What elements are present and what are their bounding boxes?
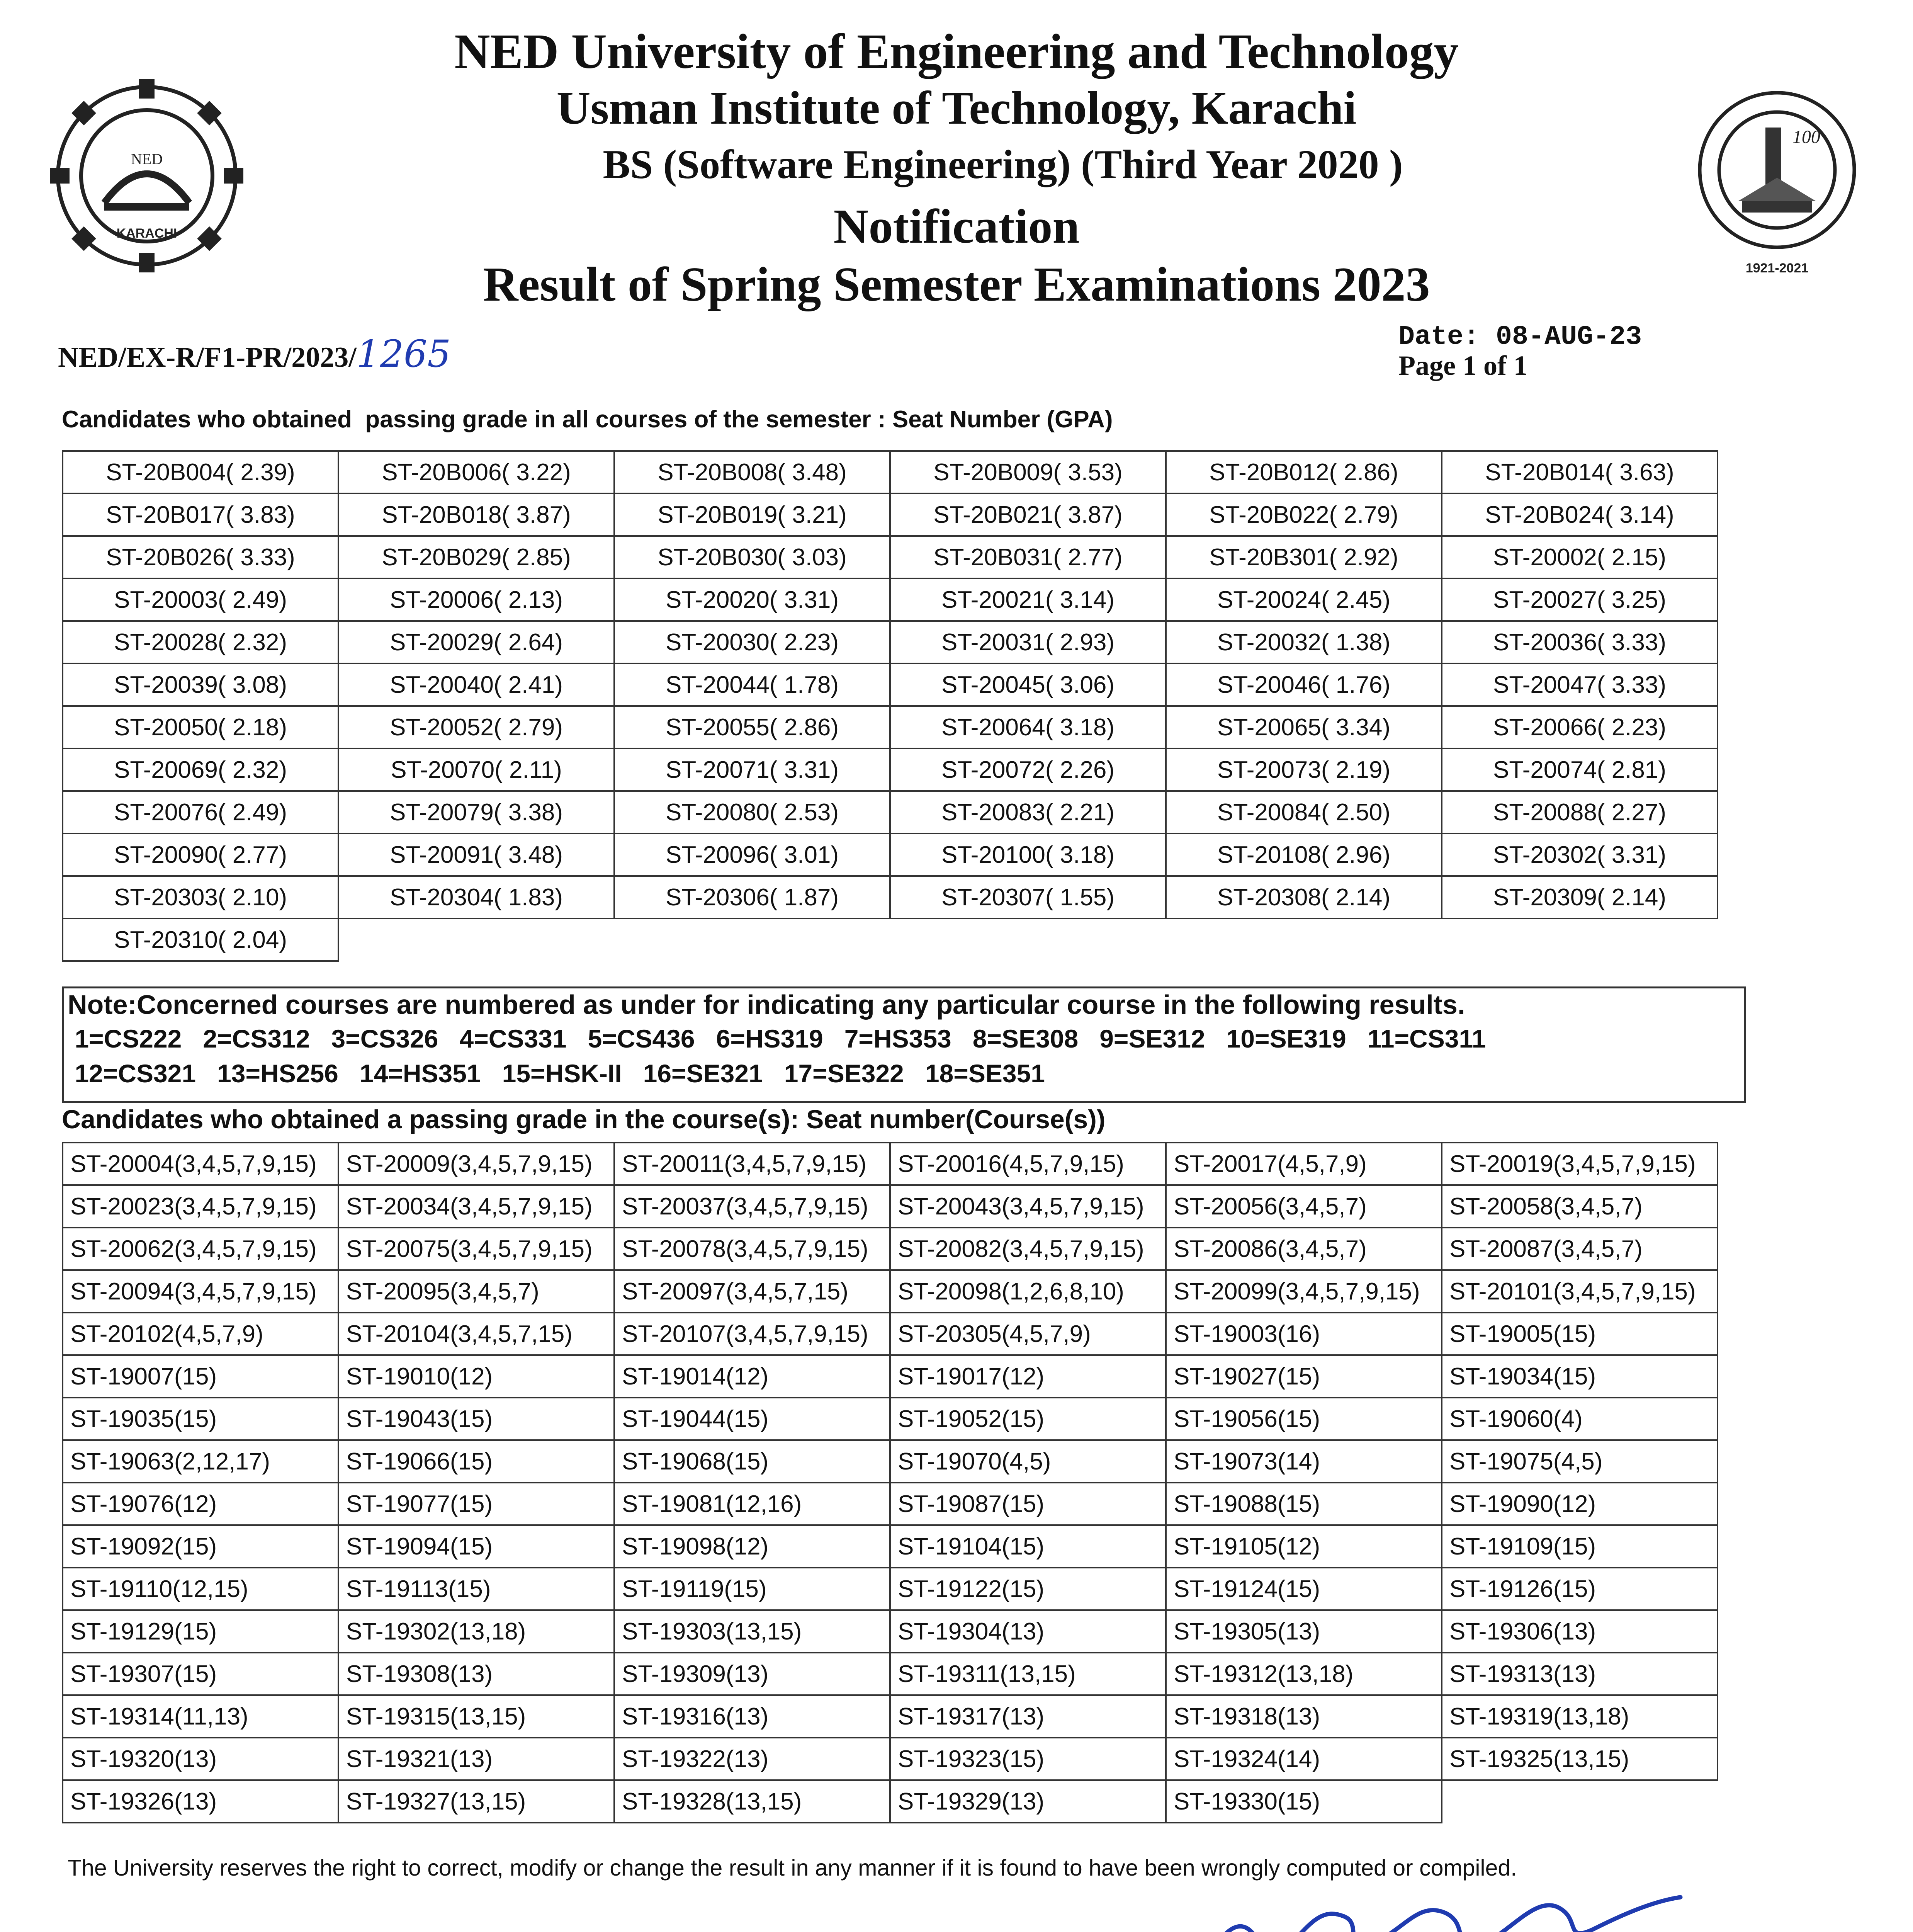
- table-cell: ST-20098(1,2,6,8,10): [890, 1270, 1166, 1313]
- right-logo-badge: 100: [1792, 127, 1820, 147]
- table-cell: ST-19327(13,15): [338, 1780, 614, 1823]
- table-cell: ST-20101(3,4,5,7,9,15): [1442, 1270, 1718, 1313]
- table-cell: ST-20006( 2.13): [338, 578, 614, 621]
- table-row: [63, 451, 1718, 493]
- left-logo-caption-bottom: KARACHI: [116, 226, 177, 241]
- table-cell: ST-19305(13): [1166, 1610, 1442, 1653]
- table-row: [63, 1440, 1718, 1483]
- table-cell: ST-19324(14): [1166, 1738, 1442, 1780]
- table-cell: ST-19003(16): [1166, 1313, 1442, 1355]
- course-code-note: [62, 986, 1746, 1103]
- table-cell: ST-20309( 2.14): [1442, 876, 1718, 918]
- table-row: [63, 833, 1718, 876]
- table-row: [63, 1568, 1718, 1610]
- table-cell: ST-20019(3,4,5,7,9,15): [1442, 1143, 1718, 1185]
- table-cell: ST-19316(13): [614, 1695, 890, 1738]
- table-cell: ST-20305(4,5,7,9): [890, 1313, 1166, 1355]
- table-row: [63, 748, 1718, 791]
- table-cell: ST-20104(3,4,5,7,15): [338, 1313, 614, 1355]
- table-cell: ST-20023(3,4,5,7,9,15): [63, 1185, 338, 1228]
- table-cell: ST-20002( 2.15): [1442, 536, 1718, 578]
- table-cell: ST-19323(15): [890, 1738, 1166, 1780]
- table-cell: ST-20B301( 2.92): [1166, 536, 1442, 578]
- course-results-table: [62, 1142, 1718, 1823]
- table-cell: ST-19315(13,15): [338, 1695, 614, 1738]
- table-row: [63, 1610, 1718, 1653]
- table-cell: ST-19302(13,18): [338, 1610, 614, 1653]
- table-cell: ST-19010(12): [338, 1355, 614, 1398]
- right-logo-years: 1921-2021: [1745, 261, 1809, 276]
- table-cell: ST-19308(13): [338, 1653, 614, 1695]
- table-cell: ST-19110(12,15): [63, 1568, 338, 1610]
- table-cell: ST-19014(12): [614, 1355, 890, 1398]
- table-cell: ST-19005(15): [1442, 1313, 1718, 1355]
- table-cell: ST-20302( 3.31): [1442, 833, 1718, 876]
- issue-date: [1398, 320, 1642, 352]
- table-cell: ST-19081(12,16): [614, 1483, 890, 1525]
- table-cell: ST-20064( 3.18): [890, 706, 1166, 748]
- table-cell: ST-20310( 2.04): [63, 918, 338, 961]
- table-cell: ST-20069( 2.32): [63, 748, 338, 791]
- disclaimer-text: The University reserves the right to correct, modify or change the result in any manner if it is found to have been wrongly computed or compiled.: [68, 1855, 1517, 1881]
- table-cell: ST-19119(15): [614, 1568, 890, 1610]
- table-cell: ST-20107(3,4,5,7,9,15): [614, 1313, 890, 1355]
- table-cell: ST-20024( 2.45): [1166, 578, 1442, 621]
- table-cell: ST-20034(3,4,5,7,9,15): [338, 1185, 614, 1228]
- table-cell: ST-19027(15): [1166, 1355, 1442, 1398]
- table-cell: ST-19034(15): [1442, 1355, 1718, 1398]
- table-cell: ST-20094(3,4,5,7,9,15): [63, 1270, 338, 1313]
- reference-number: [58, 332, 451, 376]
- table-cell: ST-19104(15): [890, 1525, 1166, 1568]
- table-cell: ST-20045( 3.06): [890, 663, 1166, 706]
- table-row: [63, 536, 1718, 578]
- table-cell: ST-20037(3,4,5,7,9,15): [614, 1185, 890, 1228]
- table-cell: ST-20003( 2.49): [63, 578, 338, 621]
- note-line-2: 1=CS222 2=CS312 3=CS326 4=CS331 5=CS436 6=HS319 7=HS353 8=SE308 9=SE312 10=SE319 11=CS311: [68, 1024, 1486, 1053]
- table-cell: ST-20308( 2.14): [1166, 876, 1442, 918]
- table-row: [63, 1525, 1718, 1568]
- reference-handwritten: 1265: [356, 332, 451, 376]
- table-cell: ST-20027( 3.25): [1442, 578, 1718, 621]
- table-cell: ST-20066( 2.23): [1442, 706, 1718, 748]
- table-cell: ST-20B004( 2.39): [63, 451, 338, 493]
- table-cell: ST-20056(3,4,5,7): [1166, 1185, 1442, 1228]
- table-row: [63, 918, 1718, 961]
- table-cell: ST-19092(15): [63, 1525, 338, 1568]
- table-row: [63, 578, 1718, 621]
- table-cell: ST-19044(15): [614, 1398, 890, 1440]
- table-cell: ST-20082(3,4,5,7,9,15): [890, 1228, 1166, 1270]
- table-cell: ST-20075(3,4,5,7,9,15): [338, 1228, 614, 1270]
- note-line-3: 12=CS321 13=HS256 14=HS351 15=HSK-II 16=SE321 17=SE322 18=SE351: [68, 1059, 1045, 1088]
- table-cell: ST-20088( 2.27): [1442, 791, 1718, 833]
- course-section-heading: Candidates who obtained a passing grade in the course(s): Seat number(Course(s)): [62, 1105, 1106, 1134]
- table-cell: ST-19094(15): [338, 1525, 614, 1568]
- table-cell: ST-19052(15): [890, 1398, 1166, 1440]
- table-cell: ST-19304(13): [890, 1610, 1166, 1653]
- table-cell: ST-19328(13,15): [614, 1780, 890, 1823]
- table-cell: ST-20B008( 3.48): [614, 451, 890, 493]
- table-cell: ST-19035(15): [63, 1398, 338, 1440]
- table-cell: ST-20011(3,4,5,7,9,15): [614, 1143, 890, 1185]
- table-cell: ST-19318(13): [1166, 1695, 1442, 1738]
- table-cell: ST-20097(3,4,5,7,15): [614, 1270, 890, 1313]
- table-row: [63, 1228, 1718, 1270]
- table-cell: ST-20091( 3.48): [338, 833, 614, 876]
- table-cell: ST-20030( 2.23): [614, 621, 890, 663]
- result-heading: Result of Spring Semester Examinations 2023: [483, 258, 1430, 311]
- table-row: [63, 1780, 1718, 1823]
- table-cell: ST-19126(15): [1442, 1568, 1718, 1610]
- table-cell: ST-20B029( 2.85): [338, 536, 614, 578]
- table-cell: ST-20028( 2.32): [63, 621, 338, 663]
- page-number: Page 1 of 1: [1398, 350, 1527, 381]
- table-cell: ST-19321(13): [338, 1738, 614, 1780]
- table-cell: ST-19325(13,15): [1442, 1738, 1718, 1780]
- table-cell: ST-20095(3,4,5,7): [338, 1270, 614, 1313]
- table-row: [63, 621, 1718, 663]
- table-cell: ST-20303( 2.10): [63, 876, 338, 918]
- table-row: [63, 1738, 1718, 1780]
- table-cell: ST-19077(15): [338, 1483, 614, 1525]
- table-row: [63, 1398, 1718, 1440]
- table-row: [63, 1143, 1718, 1185]
- table-cell: ST-20083( 2.21): [890, 791, 1166, 833]
- table-cell: ST-20074( 2.81): [1442, 748, 1718, 791]
- table-cell: ST-19320(13): [63, 1738, 338, 1780]
- table-cell: ST-19063(2,12,17): [63, 1440, 338, 1483]
- table-cell: ST-20B026( 3.33): [63, 536, 338, 578]
- table-row: [63, 1483, 1718, 1525]
- table-cell: ST-19129(15): [63, 1610, 338, 1653]
- table-cell: ST-19043(15): [338, 1398, 614, 1440]
- table-cell: ST-19073(14): [1166, 1440, 1442, 1483]
- table-cell: ST-19113(15): [338, 1568, 614, 1610]
- table-cell: ST-20B018( 3.87): [338, 493, 614, 536]
- table-cell: ST-20084( 2.50): [1166, 791, 1442, 833]
- reference-printed: NED/EX-R/F1-PR/2023/: [58, 342, 357, 373]
- table-cell: ST-20B009( 3.53): [890, 451, 1166, 493]
- table-cell: ST-20304( 1.83): [338, 876, 614, 918]
- table-row: [63, 1695, 1718, 1738]
- table-cell: ST-19313(13): [1442, 1653, 1718, 1695]
- table-cell: ST-20102(4,5,7,9): [63, 1313, 338, 1355]
- table-cell: ST-20036( 3.33): [1442, 621, 1718, 663]
- table-cell: ST-20073( 2.19): [1166, 748, 1442, 791]
- table-cell: ST-20B012( 2.86): [1166, 451, 1442, 493]
- table-cell: ST-20096( 3.01): [614, 833, 890, 876]
- pass-section-heading: Candidates who obtained passing grade in all courses of the semester : Seat Number (GPA): [62, 406, 1113, 433]
- table-cell: ST-20021( 3.14): [890, 578, 1166, 621]
- table-cell: ST-19087(15): [890, 1483, 1166, 1525]
- table-cell: ST-20B017( 3.83): [63, 493, 338, 536]
- table-cell: ST-19109(15): [1442, 1525, 1718, 1568]
- table-cell: ST-19070(4,5): [890, 1440, 1166, 1483]
- table-cell: ST-20055( 2.86): [614, 706, 890, 748]
- table-cell: ST-19007(15): [63, 1355, 338, 1398]
- table-cell: ST-19017(12): [890, 1355, 1166, 1398]
- table-cell: ST-20029( 2.64): [338, 621, 614, 663]
- table-cell: ST-20020( 3.31): [614, 578, 890, 621]
- table-cell: ST-19075(4,5): [1442, 1440, 1718, 1483]
- table-cell: ST-19306(13): [1442, 1610, 1718, 1653]
- table-cell: ST-20046( 1.76): [1166, 663, 1442, 706]
- table-cell: ST-20086(3,4,5,7): [1166, 1228, 1442, 1270]
- table-cell: ST-20065( 3.34): [1166, 706, 1442, 748]
- table-cell: ST-19066(15): [338, 1440, 614, 1483]
- table-cell: ST-19098(12): [614, 1525, 890, 1568]
- table-cell: ST-20072( 2.26): [890, 748, 1166, 791]
- table-cell: ST-20031( 2.93): [890, 621, 1166, 663]
- table-cell: ST-20099(3,4,5,7,9,15): [1166, 1270, 1442, 1313]
- table-cell: ST-20B014( 3.63): [1442, 451, 1718, 493]
- table-row: [63, 876, 1718, 918]
- table-cell: ST-19307(15): [63, 1653, 338, 1695]
- table-cell: ST-20040( 2.41): [338, 663, 614, 706]
- table-cell: ST-20058(3,4,5,7): [1442, 1185, 1718, 1228]
- table-cell: ST-20071( 3.31): [614, 748, 890, 791]
- table-cell: ST-20052( 2.79): [338, 706, 614, 748]
- table-cell: ST-20078(3,4,5,7,9,15): [614, 1228, 890, 1270]
- table-cell: ST-19317(13): [890, 1695, 1166, 1738]
- table-cell: ST-19322(13): [614, 1738, 890, 1780]
- table-cell: ST-20087(3,4,5,7): [1442, 1228, 1718, 1270]
- table-cell: ST-19326(13): [63, 1780, 338, 1823]
- table-row: [63, 706, 1718, 748]
- table-cell: ST-20108( 2.96): [1166, 833, 1442, 876]
- issue-date-text: Date: 08-AUG-23: [1398, 322, 1642, 352]
- table-cell: ST-19088(15): [1166, 1483, 1442, 1525]
- table-cell: ST-19076(12): [63, 1483, 338, 1525]
- table-row: [63, 663, 1718, 706]
- table-row: [63, 1313, 1718, 1355]
- table-cell: ST-20B031( 2.77): [890, 536, 1166, 578]
- university-name: NED University of Engineering and Technology: [454, 24, 1459, 79]
- notification-heading: Notification: [833, 200, 1080, 253]
- table-cell: ST-20070( 2.11): [338, 748, 614, 791]
- table-cell: ST-19312(13,18): [1166, 1653, 1442, 1695]
- table-cell: ST-19319(13,18): [1442, 1695, 1718, 1738]
- table-cell: ST-20B006( 3.22): [338, 451, 614, 493]
- table-cell: ST-20047( 3.33): [1442, 663, 1718, 706]
- table-cell: ST-19311(13,15): [890, 1653, 1166, 1695]
- table-cell: ST-20B024( 3.14): [1442, 493, 1718, 536]
- table-cell: ST-20016(4,5,7,9,15): [890, 1143, 1166, 1185]
- table-cell: ST-20306( 1.87): [614, 876, 890, 918]
- pass-results-table: [62, 450, 1718, 962]
- table-cell: ST-20032( 1.38): [1166, 621, 1442, 663]
- table-cell: ST-20079( 3.38): [338, 791, 614, 833]
- table-cell: ST-20B021( 3.87): [890, 493, 1166, 536]
- table-cell: ST-19068(15): [614, 1440, 890, 1483]
- institute-name: Usman Institute of Technology, Karachi: [556, 82, 1357, 134]
- table-cell: ST-20044( 1.78): [614, 663, 890, 706]
- table-cell: ST-20062(3,4,5,7,9,15): [63, 1228, 338, 1270]
- table-cell: ST-20B019( 3.21): [614, 493, 890, 536]
- table-row: [63, 791, 1718, 833]
- table-cell: ST-19090(12): [1442, 1483, 1718, 1525]
- table-cell: ST-20076( 2.49): [63, 791, 338, 833]
- table-cell: ST-20B030( 3.03): [614, 536, 890, 578]
- left-logo-caption-top: NED: [131, 150, 163, 168]
- table-cell: ST-19105(12): [1166, 1525, 1442, 1568]
- table-row: [63, 1653, 1718, 1695]
- table-row: [63, 1185, 1718, 1228]
- table-row: [63, 493, 1718, 536]
- table-row: [63, 1355, 1718, 1398]
- table-cell: ST-19122(15): [890, 1568, 1166, 1610]
- table-cell: ST-20080( 2.53): [614, 791, 890, 833]
- table-cell: ST-19314(11,13): [63, 1695, 338, 1738]
- table-cell: ST-20009(3,4,5,7,9,15): [338, 1143, 614, 1185]
- note-line-1: Note:Concerned courses are numbered as under for indicating any particular course in the following results.: [68, 990, 1465, 1020]
- table-row: [63, 1270, 1718, 1313]
- table-cell: ST-20043(3,4,5,7,9,15): [890, 1185, 1166, 1228]
- table-cell: ST-20004(3,4,5,7,9,15): [63, 1143, 338, 1185]
- table-cell: ST-19124(15): [1166, 1568, 1442, 1610]
- table-cell: ST-20100( 3.18): [890, 833, 1166, 876]
- table-cell: ST-19329(13): [890, 1780, 1166, 1823]
- table-cell: ST-20039( 3.08): [63, 663, 338, 706]
- program-name: BS (Software Engineering) (Third Year 2020 ): [603, 142, 1403, 187]
- table-cell: ST-19056(15): [1166, 1398, 1442, 1440]
- table-cell: ST-20B022( 2.79): [1166, 493, 1442, 536]
- table-cell: ST-19309(13): [614, 1653, 890, 1695]
- table-cell: ST-20017(4,5,7,9): [1166, 1143, 1442, 1185]
- table-cell: ST-19303(13,15): [614, 1610, 890, 1653]
- table-cell: ST-20307( 1.55): [890, 876, 1166, 918]
- table-cell: ST-19060(4): [1442, 1398, 1718, 1440]
- controller-signature: [1178, 1878, 1700, 1932]
- table-cell: ST-19330(15): [1166, 1780, 1442, 1823]
- table-cell: ST-20050( 2.18): [63, 706, 338, 748]
- table-cell: ST-20090( 2.77): [63, 833, 338, 876]
